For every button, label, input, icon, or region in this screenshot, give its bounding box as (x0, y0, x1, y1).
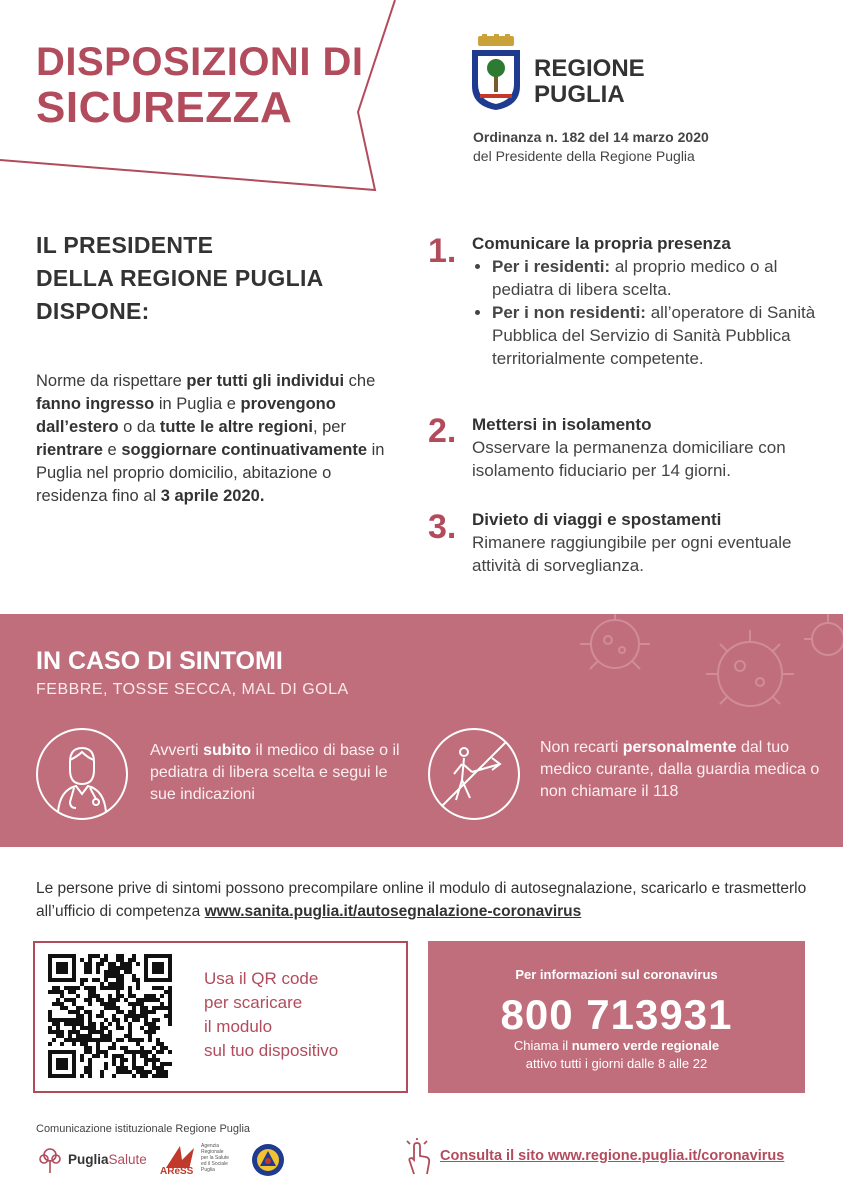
norme-bold-segment: provengono dall’estero (36, 395, 336, 436)
phone-sub-bold: numero verde regionale (571, 1038, 720, 1053)
ordinance-number: Ordinanza n. 182 del 14 marzo 2020 (473, 129, 709, 145)
page-title (36, 40, 364, 132)
symptoms-title: IN CASO DI SINTOMI (36, 647, 283, 675)
self-report-info (36, 877, 816, 923)
region-name (534, 56, 645, 108)
step-3-number: 3. (428, 508, 457, 546)
puglia-word: Puglia (68, 1152, 109, 1167)
norme-text-segment: in Puglia nel proprio domicilio, abitazione o residenza fino al (36, 441, 385, 505)
puglia-salute-logo (68, 1152, 147, 1167)
president-dispone (36, 229, 324, 328)
norme-bold-segment: rientrare (36, 441, 103, 459)
page-title-line1: DISPOSIZIONI DI (36, 40, 364, 84)
bullet-bold: Per i non residenti: (492, 303, 646, 322)
region-coat-of-arms-icon (470, 34, 522, 112)
norme-bold-segment: fanno ingresso (36, 395, 155, 413)
norme-bold-segment: soggiornare continuativamente (121, 441, 368, 459)
ordinance-info (473, 128, 709, 166)
aress-logo-text: AReSS (160, 1166, 194, 1177)
symptoms-right-text-segment: Non recarti (540, 739, 623, 756)
step-1-bullets (472, 255, 822, 370)
symptoms-left-bold-segment: subito (203, 742, 252, 759)
step-2-number: 2. (428, 412, 457, 450)
step-1-bullet (492, 301, 822, 370)
phone-box (428, 941, 805, 1093)
step-3 (472, 508, 792, 577)
norme-bold-segment: tutte le altre regioni (159, 418, 313, 436)
no-walking-icon (426, 726, 522, 822)
bullet-bold: Per i residenti: (492, 257, 611, 276)
ordinance-issuer: del Presidente della Regione Puglia (473, 148, 695, 164)
puglia-salute-logo-icon (36, 1146, 64, 1174)
symptoms-subtitle: FEBBRE, TOSSE SECCA, MAL DI GOLA (36, 681, 349, 698)
aress-desc-line: ed il Sociale (201, 1161, 228, 1167)
aress-desc-line: Agenzia (201, 1143, 220, 1149)
symptoms-left-text-segment: Avverti (150, 742, 204, 759)
step-1 (472, 232, 822, 370)
norme-bold-segment: 3 aprile 2020. (160, 487, 265, 505)
region-name-line1: REGIONE (534, 55, 645, 82)
phone-subtext (428, 1037, 805, 1073)
step-3-title: Divieto di viaggi e spostamenti (472, 510, 722, 529)
qr-line: sul tuo dispositivo (204, 1041, 339, 1060)
phone-sub-hours: attivo tutti i giorni dalle 8 alle 22 (525, 1056, 708, 1071)
norme-text-segment: e (102, 441, 122, 459)
qr-line: per scaricare (204, 993, 303, 1012)
regional-site-link[interactable]: Consulta il sito www.regione.puglia.it/coronavirus (440, 1148, 785, 1164)
page-title-line2: SICUREZZA (36, 83, 293, 132)
norme-text-segment: in Puglia e (154, 395, 241, 413)
bullet-text: al proprio medico o al pediatra di libera scelta. (492, 257, 778, 299)
qr-instructions (204, 967, 338, 1063)
symptoms-left-text-segment: il medico di base o il pediatra di libera scelta e segui le sue indicazioni (150, 742, 400, 803)
phone-label: Per informazioni sul coronavirus (515, 967, 718, 982)
aress-desc-line: Puglia (201, 1167, 215, 1173)
salute-word: Salute (108, 1152, 147, 1167)
norme-text-segment: che (344, 372, 376, 390)
step-2-title: Mettersi in isolamento (472, 415, 652, 434)
aress-description (201, 1143, 229, 1173)
civil-protection-logo-icon (250, 1142, 286, 1178)
region-name-line2: PUGLIA (534, 81, 625, 108)
step-2-body: Osservare la permanenza domiciliare con isolamento fiduciario per 14 giorni. (472, 438, 786, 480)
doctor-icon (34, 726, 130, 822)
bullet-text: all’operatore di Sanità Pubblica del Servizio di Sanità Pubblica territorialmente competente. (492, 303, 816, 368)
norme-text-segment: , per (312, 418, 346, 436)
qr-line: Usa il QR code (204, 969, 319, 988)
aress-desc-line: Regionale (201, 1149, 224, 1155)
virus-pattern-icon (560, 614, 843, 734)
step-2 (472, 413, 817, 482)
symptoms-right-text-segment: dal tuo medico curante, dalla guardia medica o non chiamare il 118 (540, 739, 820, 800)
self-report-text: Le persone prive di sintomi possono precompilare online il modulo di autosegnalazione, scaricarlo e trasmetterlo all’ufficio di competenza (36, 880, 807, 920)
dispone-line2: DELLA REGIONE PUGLIA (36, 265, 324, 291)
step-3-body: Rimanere raggiungibile per ogni eventuale attività di sorveglianza. (472, 533, 792, 575)
step-1-bullet (492, 255, 822, 301)
step-1-number: 1. (428, 232, 457, 270)
norme-text-segment: Norme da rispettare (36, 372, 187, 390)
phone-sub-pre: Chiama il (513, 1038, 572, 1053)
step-1-title: Comunicare la propria presenza (472, 234, 731, 253)
toll-free-number[interactable]: 800 713931 (500, 991, 733, 1038)
symptoms-right-text (540, 737, 820, 803)
tap-hand-icon (404, 1138, 432, 1176)
qr-line: il modulo (204, 1017, 273, 1036)
norme-text-segment: o da (118, 418, 160, 436)
aress-desc-line: per la Salute (201, 1155, 230, 1161)
dispone-line3: DISPONE: (36, 298, 150, 324)
symptoms-left-text (150, 740, 400, 806)
symptoms-right-bold-segment: personalmente (622, 739, 737, 756)
norme-paragraph (36, 370, 396, 508)
self-report-link[interactable]: www.sanita.puglia.it/autosegnalazione-coronavirus (204, 903, 582, 920)
qr-code-icon[interactable] (48, 954, 172, 1078)
norme-bold-segment: per tutti gli individui (186, 372, 345, 390)
dispone-line1: IL PRESIDENTE (36, 232, 214, 258)
footer-credit: Comunicazione istituzionale Regione Puglia (36, 1123, 251, 1135)
